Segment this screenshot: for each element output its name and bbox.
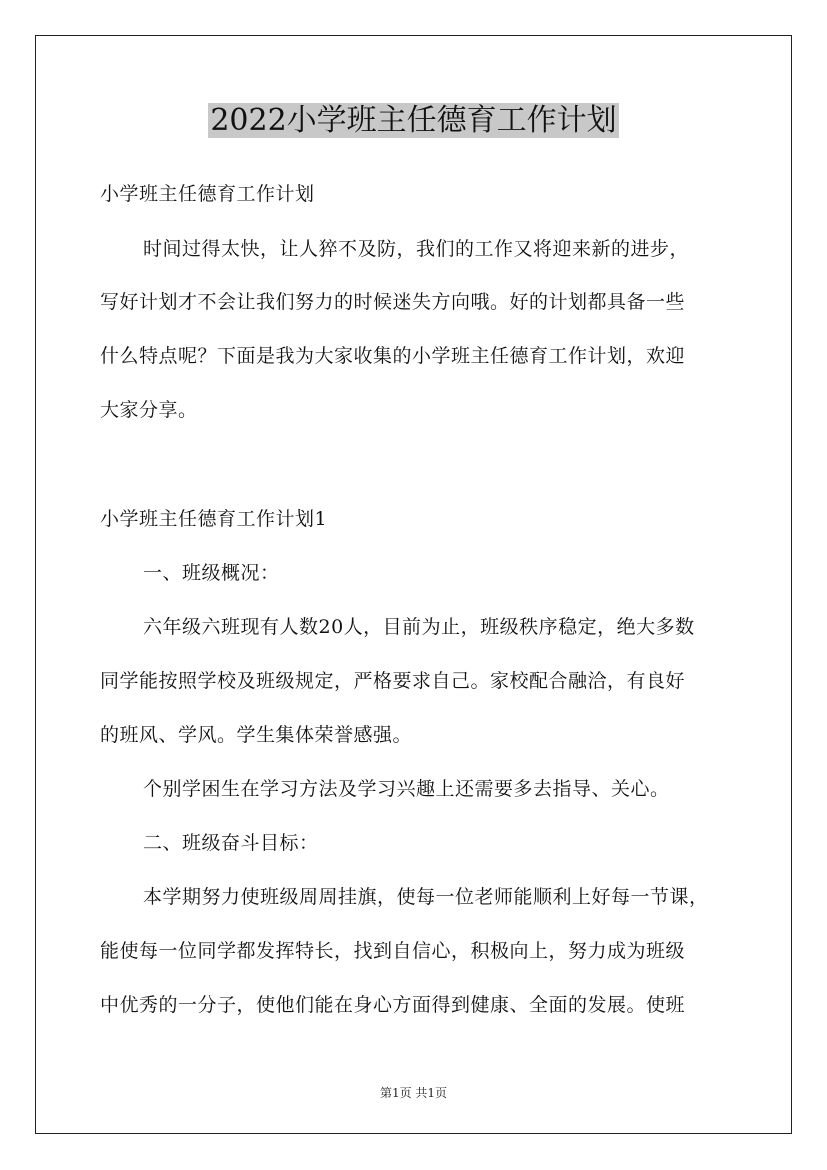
- document-title-wrap: [0, 100, 827, 142]
- page-footer: 第1页 共1页: [379, 1086, 448, 1100]
- subsection-heading: 二、班级奋斗目标：: [143, 832, 319, 854]
- paragraph-line: 中优秀的一分子，使他们能在身心方面得到健康、全面的发展。使班: [100, 994, 686, 1016]
- paragraph-line: 什么特点呢？下面是我为大家收集的小学班主任德育工作计划，欢迎: [100, 345, 686, 367]
- paragraph-line: 时间过得太快，让人猝不及防，我们的工作又将迎来新的进步，: [143, 238, 690, 260]
- paragraph-line: 本学期努力使班级周周挂旗，使每一位老师能顺利上好每一节课，: [143, 886, 709, 908]
- paragraph-line: 能使每一位同学都发挥特长，找到自信心，积极向上，努力成为班级: [100, 940, 686, 962]
- section-heading: 小学班主任德育工作计划: [100, 183, 315, 205]
- section-heading: 小学班主任德育工作计划1: [100, 508, 328, 530]
- paragraph-line: 大家分享。: [100, 399, 198, 421]
- paragraph-line: 六年级六班现有人数20人，目前为止，班级秩序稳定，绝大多数: [143, 616, 695, 638]
- paragraph-line: 写好计划才不会让我们努力的时候迷失方向哦。好的计划都具备一些: [100, 291, 686, 313]
- paragraph-line: 同学能按照学校及班级规定，严格要求自己。家校配合融洽，有良好: [100, 670, 686, 692]
- paragraph-line: 个别学困生在学习方法及学习兴趣上还需要多去指导、关心。: [143, 778, 670, 800]
- document-title: 2022小学班主任德育工作计划: [210, 103, 617, 138]
- paragraph-line: 的班风、学风。学生集体荣誉感强。: [100, 724, 413, 746]
- subsection-heading: 一、班级概况：: [143, 562, 280, 584]
